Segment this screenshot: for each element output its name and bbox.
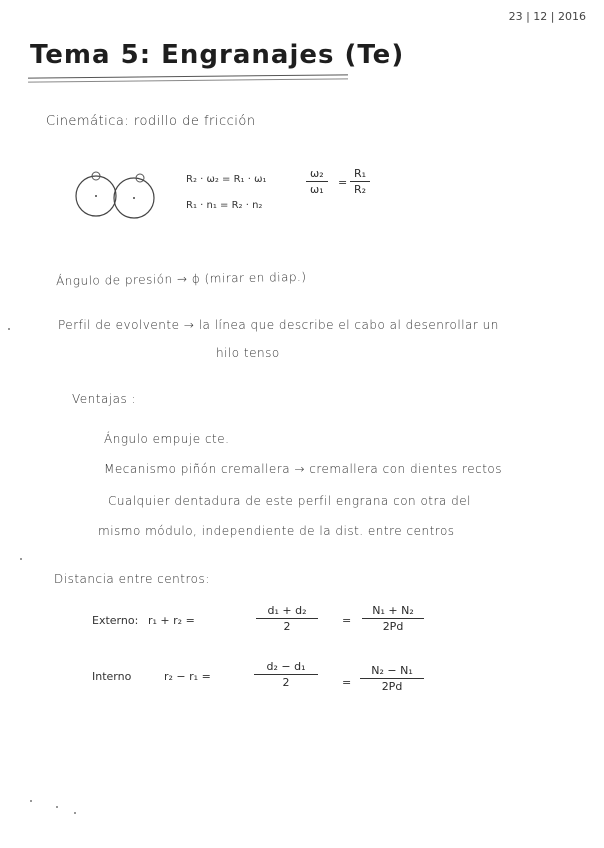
internal-teeth-fraction: N₂ − N₁ 2Pd	[360, 664, 424, 693]
friction-ratio-omega: ω₂ ω₁	[306, 167, 328, 196]
internal-diameter-fraction: d₂ − d₁ 2	[254, 660, 318, 689]
external-lhs: r₁ + r₂ =	[148, 614, 195, 627]
involute-profile-line-1: Perfil de evolvente → la línea que describe el cabo al desenrollar un	[58, 318, 499, 332]
friction-rollers-diagram	[70, 168, 170, 228]
internal-lhs: r₂ − r₁ =	[164, 670, 211, 683]
scan-speck	[56, 806, 58, 808]
advantage-item: mismo módulo, independiente de la dist. entre centros	[98, 524, 455, 538]
advantage-item: Ángulo empuje cte.	[104, 432, 230, 446]
internal-equals: =	[342, 676, 352, 689]
center-distance-heading: Distancia entre centros:	[54, 572, 210, 586]
scan-speck	[8, 328, 10, 330]
section-friction-heading: Cinemática: rodillo de fricción	[46, 114, 256, 129]
scan-speck	[30, 800, 32, 802]
advantages-heading: Ventajas :	[72, 392, 137, 406]
friction-equation-2: R₁ · n₁ = R₂ · n₂	[186, 200, 263, 211]
external-equals: =	[342, 614, 352, 627]
friction-equation-1: R₂ · ω₂ = R₁ · ω₁	[186, 174, 267, 185]
friction-ratio-radius: R₁ R₂	[350, 167, 370, 196]
scan-speck	[74, 812, 76, 814]
page-title: Tema 5: Engranajes (Te)	[30, 40, 405, 70]
note-date: 23 | 12 | 2016	[508, 10, 586, 23]
external-diameter-fraction: d₁ + d₂ 2	[256, 604, 318, 633]
friction-ratio-equals: =	[338, 176, 348, 189]
advantage-item: Mecanismo piñón cremallera → cremallera con dientes rectos	[104, 462, 503, 476]
internal-label: Interno	[92, 670, 132, 683]
pressure-angle-note: Ángulo de presión → ϕ (mirar en diap.)	[55, 269, 307, 289]
external-label: Externo:	[92, 614, 139, 627]
scan-speck	[20, 558, 22, 560]
advantage-item: Cualquier dentadura de este perfil engrana con otra del	[108, 494, 471, 508]
involute-profile-line-2: hilo tenso	[216, 346, 280, 360]
title-underline	[28, 74, 348, 82]
external-teeth-fraction: N₁ + N₂ 2Pd	[362, 604, 424, 633]
